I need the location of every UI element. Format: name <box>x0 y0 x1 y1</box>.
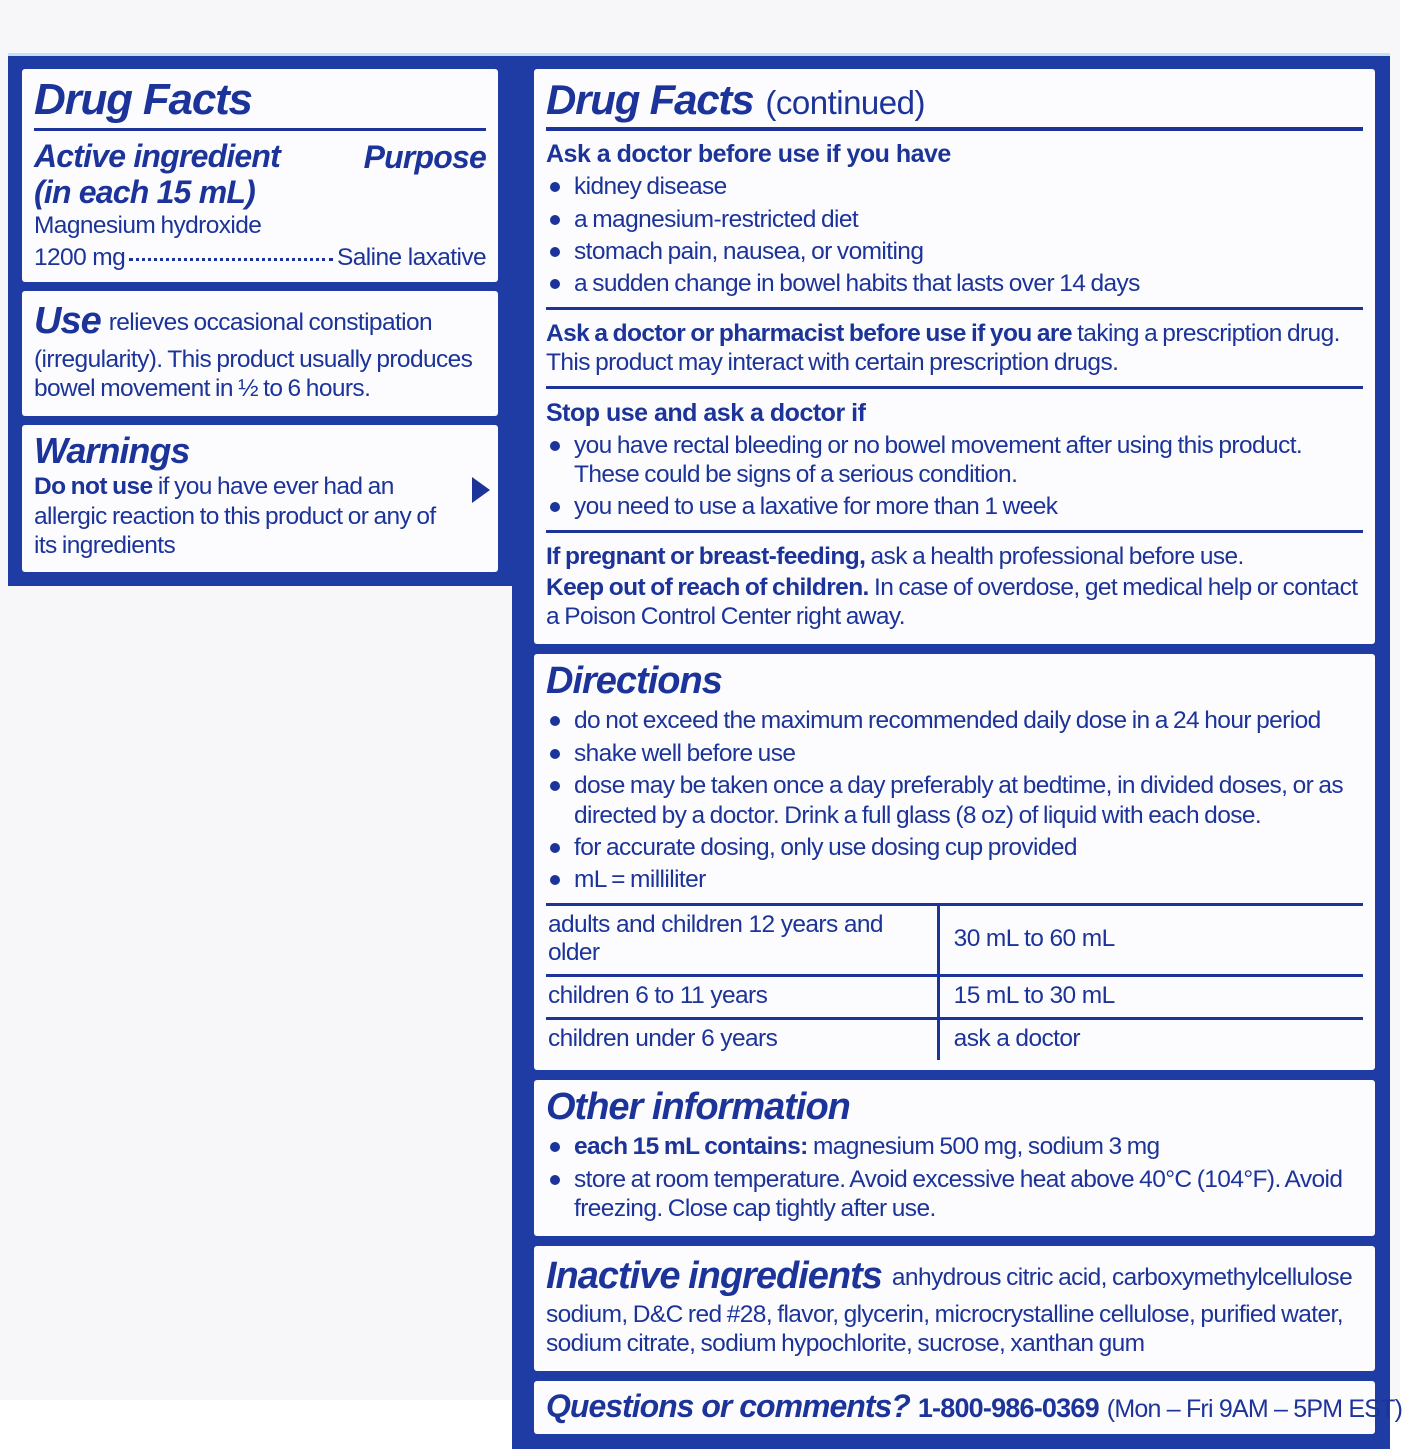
ask-pharmacist-paragraph <box>546 319 1363 378</box>
continued-title-divider <box>546 127 1363 131</box>
bullet-icon <box>550 279 560 289</box>
warnings-box <box>22 425 498 573</box>
bullet-text: you have rectal bleeding or no bowel movement after using this product. These could be signs of a serious condition. <box>574 431 1303 488</box>
bullet-item <box>546 865 1363 894</box>
continued-title-row <box>546 77 1363 123</box>
pregnant-bold: If pregnant or breast-feeding, <box>546 542 866 570</box>
active-ingredient-box <box>22 69 498 282</box>
bullet-item <box>546 771 1363 830</box>
bullet-item <box>546 833 1363 862</box>
active-ingredient-row <box>34 139 486 211</box>
bullet-item <box>546 205 1363 234</box>
purpose-value: Saline laxative <box>337 244 486 272</box>
use-heading: Use <box>34 300 101 343</box>
bullet-item <box>546 431 1363 490</box>
other-information-heading: Other information <box>546 1085 850 1128</box>
drug-facts-continued-title: Drug Facts <box>546 76 754 123</box>
other-information-list <box>546 1132 1363 1223</box>
pregnant-text: ask a health professional before use. <box>870 542 1244 570</box>
stop-use-heading: Stop use and ask a doctor if <box>546 398 866 427</box>
directions-heading: Directions <box>546 659 722 702</box>
section-ask-pharmacist <box>546 307 1363 378</box>
keep-out-text: In case of overdose, get medical help or contact a Poison Control Center right away. <box>546 574 1358 631</box>
pregnant-paragraph <box>546 542 1363 571</box>
directions-list <box>546 706 1363 894</box>
bullet-item <box>546 1132 1363 1161</box>
title-divider <box>34 128 486 131</box>
inactive-ingredients-paragraph <box>546 1254 1363 1358</box>
bullet-text: stomach pain, nausea, or vomiting <box>574 237 924 265</box>
bullet-text: do not exceed the maximum recommended daily dose in a 24 hour period <box>574 707 1321 735</box>
right-panel <box>512 53 1402 1449</box>
directions-box <box>534 654 1375 1070</box>
keep-out-bold: Keep out of reach of children. <box>546 574 869 602</box>
bullet-item <box>546 172 1363 201</box>
section-ask-doctor <box>546 139 1363 299</box>
bullet-icon <box>550 182 560 192</box>
bullet-text: kidney disease <box>574 173 727 201</box>
stop-use-list <box>546 431 1363 522</box>
bullet-icon <box>550 215 560 225</box>
continued-label: (continued) <box>765 84 925 121</box>
inactive-ingredients-box <box>534 1246 1375 1370</box>
inactive-ingredients-heading: Inactive ingredients <box>546 1255 882 1298</box>
bullet-icon <box>550 781 560 791</box>
inactive-ingredients-text: anhydrous citric acid, carboxymethylcellulose sodium, D&C red #28, flavor, glycerin, microcrystalline cellulose, purified water, sodium citrate, sodium hypochlorite, sucrose, xanthan gum <box>546 1264 1353 1358</box>
bullet-item <box>546 269 1363 298</box>
ask-doctor-list <box>546 172 1363 299</box>
bullet-item <box>546 1165 1363 1224</box>
use-paragraph <box>34 299 486 403</box>
warnings-heading: Warnings <box>34 429 190 471</box>
questions-box <box>534 1381 1402 1434</box>
table-row <box>546 904 1363 975</box>
bullet-item <box>546 706 1363 735</box>
cell-dose: 30 mL to 60 mL <box>938 904 1363 975</box>
cell-dose: ask a doctor <box>938 1018 1363 1060</box>
contains-bold: each 15 mL contains: <box>574 1133 808 1161</box>
ask-pharmacist-text: taking a prescription drug. This product may interact with certain prescription drugs. <box>546 319 1340 377</box>
bullet-text: a sudden change in bowel habits that lasts over 14 days <box>574 270 1140 298</box>
left-panel <box>8 53 512 586</box>
bullet-icon <box>550 502 560 512</box>
active-ingredient-heading <box>34 139 280 211</box>
warnings-continued-box <box>534 69 1375 644</box>
table-row <box>546 975 1363 1018</box>
ask-pharmacist-bold: Ask a doctor or pharmacist before use if you are <box>546 319 1072 347</box>
bullet-item <box>546 492 1363 521</box>
bullet-text: you need to use a laxative for more than 1 week <box>574 493 1058 521</box>
bullet-text: a magnesium-restricted diet <box>574 205 859 233</box>
bullet-item <box>546 739 1363 768</box>
use-text: relieves occasional constipation (irregularity). This product usually produces bowel movement in ½ to 6 hours. <box>34 309 473 403</box>
keep-out-paragraph <box>546 573 1363 632</box>
ingredient-amount: 1200 mg <box>34 244 126 272</box>
questions-heading: Questions or comments? <box>546 1387 910 1424</box>
section-stop-use <box>546 386 1363 522</box>
active-ingredient-heading-line1: Active ingredient <box>34 138 281 175</box>
bullet-icon <box>550 716 560 726</box>
phone-number: 1-800-986-0369 <box>917 1392 1099 1423</box>
ask-doctor-heading: Ask a doctor before use if you have <box>546 140 951 169</box>
do-not-use-bold: Do not use <box>34 473 153 501</box>
bullet-icon <box>550 247 560 257</box>
bullet-icon <box>550 749 560 759</box>
bullet-text: store at room temperature. Avoid excessive heat above 40°C (104°F). Avoid freezing. Close cap tightly after use. <box>574 1165 1343 1223</box>
continuation-arrow-icon <box>472 477 490 503</box>
bullet-icon <box>550 843 560 853</box>
ingredient-amount-row <box>34 244 486 272</box>
cell-age-group: children under 6 years <box>546 1018 938 1060</box>
cell-age-group: children 6 to 11 years <box>546 975 938 1018</box>
bullet-icon <box>550 441 560 451</box>
active-ingredient-heading-line2: (in each 15 mL) <box>34 174 255 211</box>
cell-age-group: adults and children 12 years and older <box>546 904 938 975</box>
do-not-use-text: if you have ever had an allergic reaction to this product or any of its ingredients <box>34 473 436 560</box>
other-information-box <box>534 1080 1375 1237</box>
bullet-item <box>546 237 1363 266</box>
dotted-leader <box>129 258 333 261</box>
purpose-heading: Purpose <box>363 139 486 176</box>
contains-text: magnesium 500 mg, sodium 3 mg <box>812 1133 1160 1161</box>
bullet-text: mL = milliliter <box>574 866 706 894</box>
phone-hours: (Mon – Fri 9AM – 5PM EST) <box>1106 1394 1402 1423</box>
dosage-table <box>546 903 1363 1060</box>
bullet-text: dose may be taken once a day preferably at bedtime, in divided doses, or as directed by a doctor. Drink a full glass (8 oz) of liquid with each dose. <box>574 772 1344 829</box>
bullet-text <box>574 1132 1363 1161</box>
bullet-icon <box>550 1175 560 1185</box>
drug-facts-title: Drug Facts <box>34 75 252 124</box>
use-box <box>22 291 498 415</box>
ingredient-name: Magnesium hydroxide <box>34 211 262 239</box>
do-not-use-paragraph <box>34 472 456 560</box>
bullet-text: for accurate dosing, only use dosing cup provided <box>574 833 1077 861</box>
bullet-icon <box>550 1142 560 1152</box>
bullet-text: shake well before use <box>574 739 796 767</box>
table-row <box>546 1018 1363 1060</box>
bullet-icon <box>550 875 560 885</box>
section-pregnant-keepout <box>546 530 1363 632</box>
cell-dose: 15 mL to 30 mL <box>938 975 1363 1018</box>
